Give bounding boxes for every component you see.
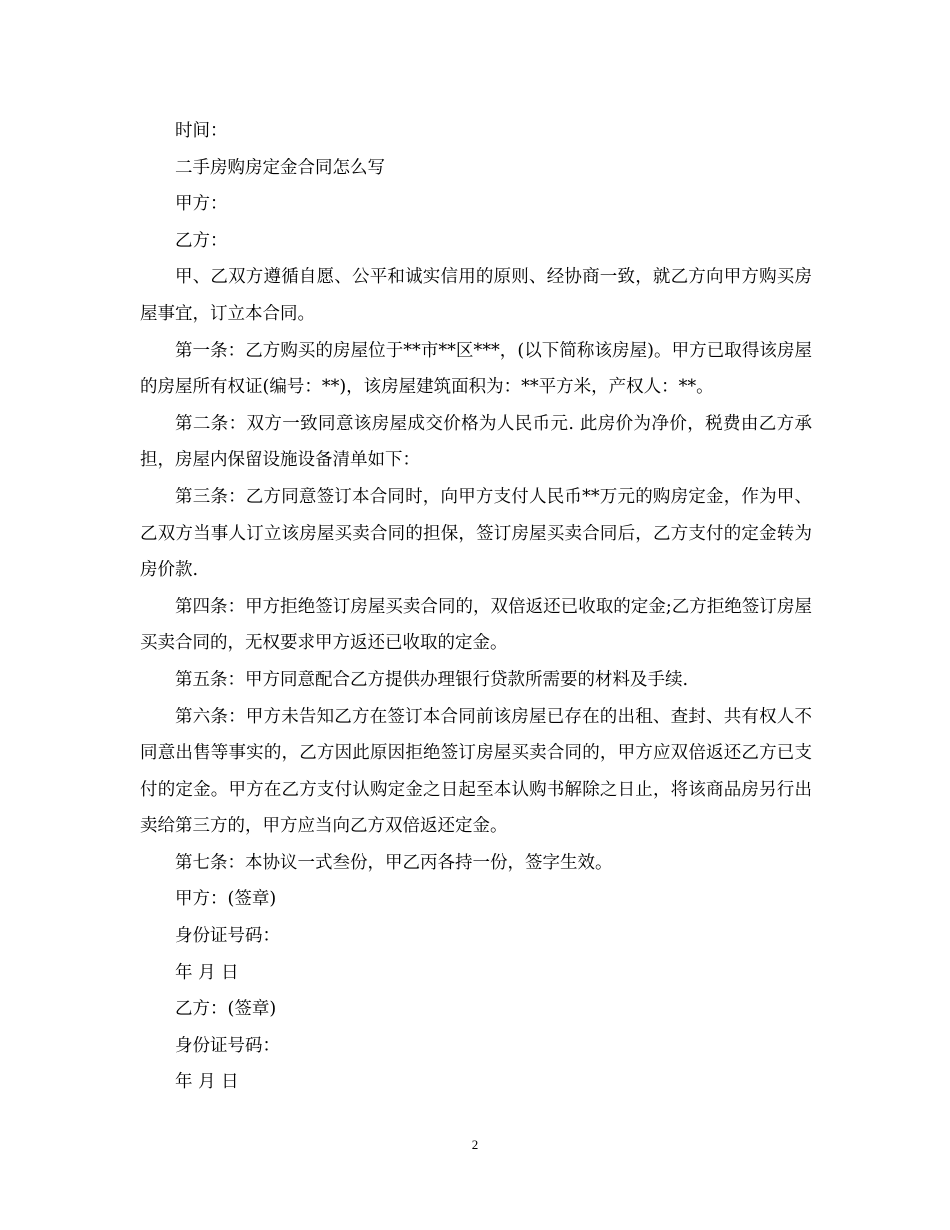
party-b-signature: 乙方：(签章) [175, 999, 277, 1020]
page-number: 2 [471, 1137, 479, 1152]
article-5: 第五条：甲方同意配合乙方提供办理银行贷款所需要的材料及手续. [175, 669, 689, 690]
document-body [140, 113, 812, 1101]
article-6: 第六条：甲方未告知乙方在签订本合同前该房屋已存在的出租、查封、共有权人不同意出售等事实的，乙方因此原因拒绝签订房屋买卖合同的，甲方应双倍返还乙方已支付的定金。甲方在乙方支付认购定金之日起至本认购书解除之日止，将该商品房另行出卖给第三方的，甲方应当向乙方双倍返还定金。 [140, 706, 812, 837]
party-a-signature: 甲方：(签章) [175, 889, 277, 910]
preamble-paragraph: 甲、乙双方遵循自愿、公平和诚实信用的原则、经协商一致，就乙方向甲方购买房屋事宜，订立本合同。 [140, 267, 812, 324]
article-4: 第四条：甲方拒绝签订房屋买卖合同的，双倍返还已收取的定金;乙方拒绝签订房屋买卖合同的，无权要求甲方返还已收取的定金。 [140, 596, 812, 654]
document-title: 二手房购房定金合同怎么写 [175, 157, 385, 178]
party-b-id-number: 身份证号码： [175, 1035, 280, 1056]
party-a-label: 甲方： [175, 194, 228, 215]
article-1: 第一条：乙方购买的房屋位于**市**区***，(以下简称该房屋)。甲方已取得该房屋的房屋所有权证(编号：**)，该房屋建筑面积为：**平方米，产权人：**。 [140, 340, 812, 398]
party-b-date: 年 月 日 [175, 1072, 239, 1093]
article-7: 第七条：本协议一式叁份，甲乙丙各持一份，签字生效。 [175, 852, 613, 873]
party-b-label: 乙方： [175, 230, 228, 251]
article-2: 第二条：双方一致同意该房屋成交价格为人民币元. 此房价为净价，税费由乙方承担，房屋内保留设施设备清单如下： [140, 413, 812, 471]
party-a-id-number: 身份证号码： [175, 926, 280, 947]
article-3: 第三条：乙方同意签订本合同时，向甲方支付人民币**万元的购房定金，作为甲、乙双方当事人订立该房屋买卖合同的担保，签订房屋买卖合同后，乙方支付的定金转为房价款. [140, 486, 812, 581]
time-label: 时间： [175, 121, 228, 141]
party-a-date: 年 月 日 [175, 962, 239, 983]
